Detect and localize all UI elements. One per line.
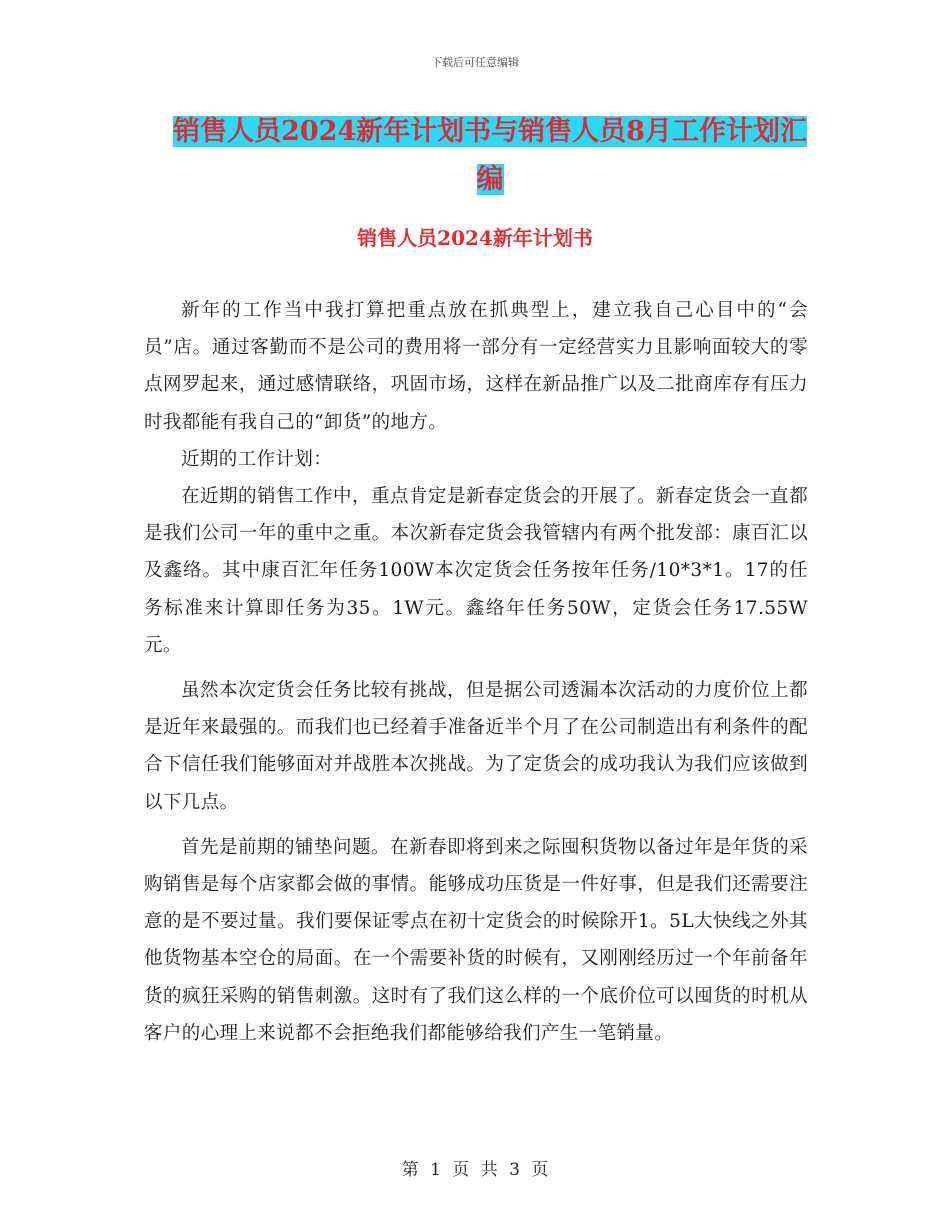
page-number-footer: 第 1 页 共 3 页 (401, 1160, 549, 1180)
paragraph: 虽然本次定货会任务比较有挑战，但是据公司透漏本次活动的力度价位上都是近年来最强的。而我们也已经着手准备近半个月了在公司制造出有利条件的配合下信任我们能够面对并战胜本次挑战。为了定货会的成功我认为我们应该做到以下几点。 (144, 680, 808, 813)
document-title-text: 销售人员2024新年计划书与销售人员8月工作计划汇编 (173, 116, 807, 195)
paragraph: 近期的工作计划： (181, 448, 333, 470)
paragraph: 在近期的销售工作中，重点肯定是新春定货会的开展了。新春定货会一直都是我们公司一年的重中之重。本次新春定货会我管辖内有两个批发部：康百汇以及鑫络。其中康百汇年任务100W本次定货会任务按年任务/10*3*1。17的任务标准来计算即任务为35。1W元。鑫络年任务50W，定货会任务17.55W元。 (144, 486, 808, 656)
section-title: 销售人员2024新年计划书 (357, 226, 593, 250)
paragraph: 新年的工作当中我打算把重点放在抓典型上，建立我自己心目中的“会员”店。通过客勤而不是公司的费用将一部分有一定经营实力且影响面较大的零点网罗起来，通过感情联络，巩固市场，这样在新品推广以及二批商库存有压力时我都能有我自己的“卸货”的地方。 (144, 300, 808, 433)
header-note: 下载后可任意编辑 (431, 56, 519, 69)
document-title (160, 108, 820, 204)
paragraph: 首先是前期的铺垫问题。在新春即将到来之际囤积货物以备过年是年货的采购销售是每个店家都会做的事情。能够成功压货是一件好事，但是我们还需要注意的是不要过量。我们要保证零点在初十定货会的时候除开1。5L大快线之外其他货物基本空仓的局面。在一个需要补货的时候有，又刚刚经历过一个年前备年货的疯狂采购的销售刺激。这时有了我们这么样的一个底价位可以囤货的时机从客户的心理上来说都不会拒绝我们都能够给我们产生一笔销量。 (144, 836, 808, 1044)
document-body (144, 292, 808, 1052)
